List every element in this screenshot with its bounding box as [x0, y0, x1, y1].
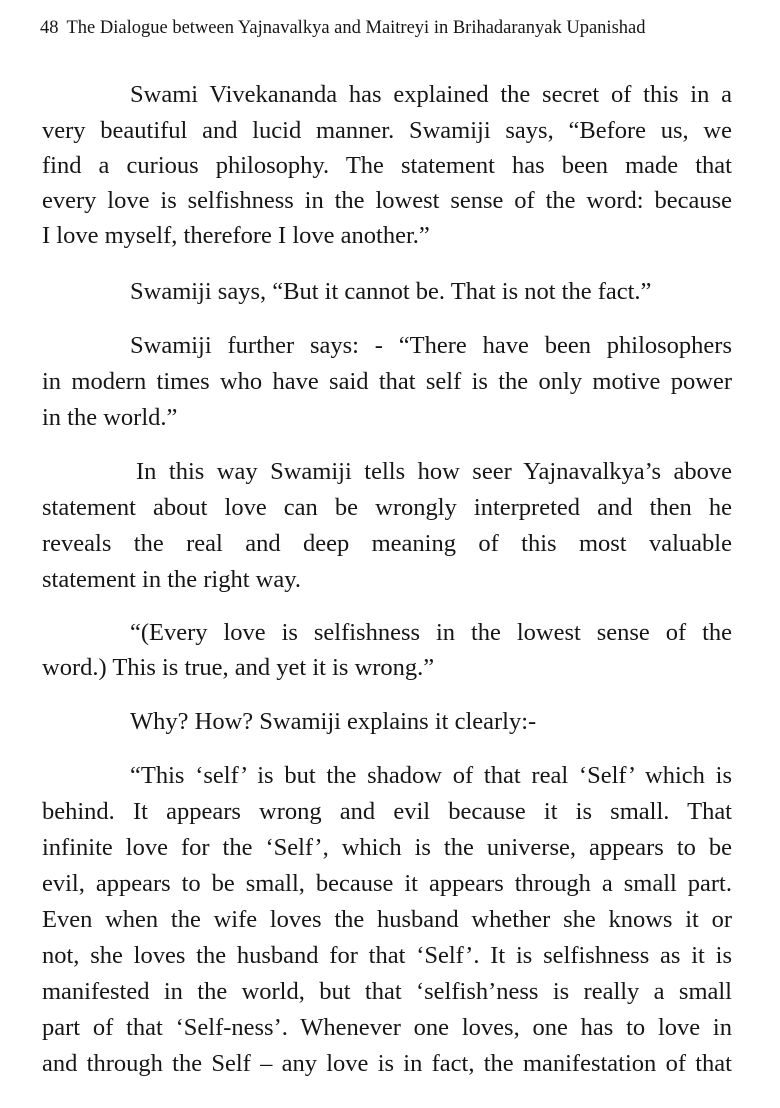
- text-line: Even when the wife loves the husband whether she knows it or: [42, 906, 732, 933]
- text-line: every love is selfishness in the lowest sense of the word: because: [42, 187, 732, 214]
- text-line: in modern times who have said that self is the only motive power: [42, 368, 732, 395]
- header-title: The Dialogue between Yajnavalkya and Maitreyi in Brihadaranyak Upanishad: [66, 18, 646, 38]
- text-line: Why? How? Swamiji explains it clearly:-: [130, 708, 537, 735]
- text-line: statement about love can be wrongly interpreted and then he: [42, 494, 732, 521]
- text-line: in the world.”: [42, 404, 178, 431]
- text-line: manifested in the world, but that ‘selfish’ness is really a small: [42, 978, 732, 1005]
- text-line: I love myself, therefore I love another.”: [42, 222, 430, 249]
- text-line: Swamiji says, “But it cannot be. That is not the fact.”: [130, 278, 652, 305]
- text-line: statement in the right way.: [42, 566, 301, 593]
- text-line: find a curious philosophy. The statement has been made that: [42, 152, 732, 179]
- text-line: and through the Self – any love is in fact, the manifestation of that: [42, 1050, 732, 1077]
- text-line: In this way Swamiji tells how seer Yajnavalkya’s above: [136, 458, 732, 485]
- running-header: [40, 18, 645, 39]
- text-line: evil, appears to be small, because it appears through a small part.: [42, 870, 732, 897]
- text-line: very beautiful and lucid manner. Swamiji says, “Before us, we: [42, 117, 732, 144]
- text-line: word.) This is true, and yet it is wrong.”: [42, 654, 435, 681]
- text-line: “This ‘self’ is but the shadow of that real ‘Self’ which is: [130, 762, 732, 789]
- text-line: not, she loves the husband for that ‘Self’. It is selfishness as it is: [42, 942, 732, 969]
- text-line: behind. It appears wrong and evil because it is small. That: [42, 798, 732, 825]
- text-line: “(Every love is selfishness in the lowest sense of the: [130, 619, 732, 646]
- text-line: infinite love for the ‘Self’, which is the universe, appears to be: [42, 834, 732, 861]
- text-line: Swamiji further says: - “There have been philosophers: [130, 332, 732, 359]
- text-line: reveals the real and deep meaning of this most valuable: [42, 530, 732, 557]
- page-number: 48: [40, 18, 59, 38]
- text-line: Swami Vivekananda has explained the secret of this in a: [130, 81, 732, 108]
- text-line: part of that ‘Self-ness’. Whenever one loves, one has to love in: [42, 1014, 732, 1041]
